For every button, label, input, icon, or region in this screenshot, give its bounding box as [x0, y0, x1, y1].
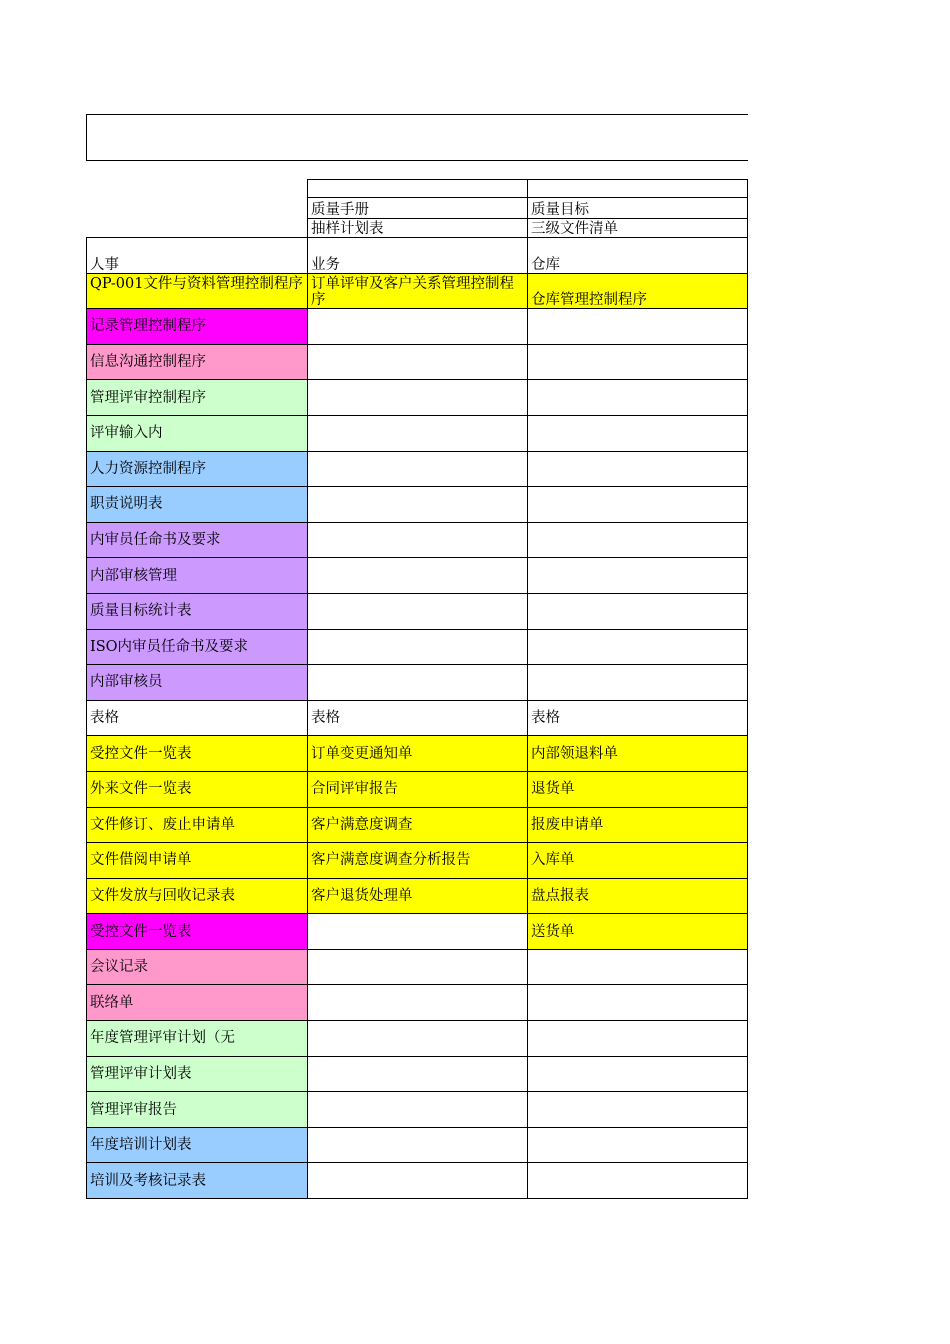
dept-warehouse: 仓库	[528, 238, 748, 274]
empty-cell	[528, 558, 748, 594]
form-cell: 入库单	[528, 843, 748, 879]
empty-cell	[528, 1021, 748, 1057]
procedure-cell: 评审输入内	[87, 415, 308, 451]
procedure-cell: ISO内审员任命书及要求	[87, 629, 308, 665]
header-sampling-plan: 抽样计划表	[308, 219, 528, 238]
form-row	[87, 1056, 748, 1092]
form-cell: 退货单	[528, 771, 748, 807]
form-cell: 文件修订、废止申请单	[87, 807, 308, 843]
empty-cell	[308, 451, 528, 487]
procedure-cell: 内部审核管理	[87, 558, 308, 594]
form-cell: 会议记录	[87, 949, 308, 985]
header-empty-cell	[308, 180, 528, 198]
header-quality-objectives: 质量目标	[528, 198, 748, 219]
empty-cell	[308, 593, 528, 629]
form-row	[87, 985, 748, 1021]
empty-cell	[308, 914, 528, 950]
procedure-row	[87, 344, 748, 380]
procedure-cell: 记录管理控制程序	[87, 309, 308, 345]
empty-cell	[308, 344, 528, 380]
form-cell: 培训及考核记录表	[87, 1163, 308, 1199]
empty-cell	[528, 522, 748, 558]
empty-cell	[308, 1092, 528, 1128]
empty-cell	[528, 1163, 748, 1199]
procedure-row	[87, 415, 748, 451]
procedure-cell: 订单评审及客户关系管理控制程序	[308, 273, 528, 309]
empty-cell	[528, 593, 748, 629]
form-cell: 管理评审计划表	[87, 1056, 308, 1092]
forms-header-cell: 表格	[528, 700, 748, 736]
header-quality-manual: 质量手册	[308, 198, 528, 219]
form-row	[87, 843, 748, 879]
empty-cell	[528, 344, 748, 380]
form-cell: 盘点报表	[528, 878, 748, 914]
form-row	[87, 736, 748, 772]
procedure-row	[87, 309, 748, 345]
header-empty-cell	[528, 180, 748, 198]
empty-cell	[528, 1127, 748, 1163]
empty-cell	[528, 487, 748, 523]
form-cell: 客户满意度调查	[308, 807, 528, 843]
empty-cell	[308, 415, 528, 451]
form-cell: 受控文件一览表	[87, 914, 308, 950]
dept-row	[87, 238, 748, 274]
empty-cell	[528, 380, 748, 416]
form-row	[87, 949, 748, 985]
procedure-cell: 职责说明表	[87, 487, 308, 523]
form-cell: 联络单	[87, 985, 308, 1021]
procedure-cell: 信息沟通控制程序	[87, 344, 308, 380]
empty-cell	[528, 451, 748, 487]
form-cell: 合同评审报告	[308, 771, 528, 807]
procedure-row	[87, 273, 748, 309]
header-row-top	[87, 180, 748, 198]
procedure-cell: 质量目标统计表	[87, 593, 308, 629]
blank-corner-cell	[87, 180, 308, 238]
forms-header-cell: 表格	[308, 700, 528, 736]
form-cell: 年度管理评审计划（无	[87, 1021, 308, 1057]
form-row	[87, 878, 748, 914]
form-cell: 年度培训计划表	[87, 1127, 308, 1163]
empty-cell	[528, 985, 748, 1021]
form-cell: 受控文件一览表	[87, 736, 308, 772]
procedure-row	[87, 380, 748, 416]
empty-cell	[528, 1092, 748, 1128]
empty-cell	[528, 415, 748, 451]
empty-cell	[528, 1056, 748, 1092]
procedure-cell: 人力资源控制程序	[87, 451, 308, 487]
empty-cell	[308, 629, 528, 665]
dept-business: 业务	[308, 238, 528, 274]
empty-cell	[308, 309, 528, 345]
empty-cell	[308, 522, 528, 558]
empty-cell	[308, 558, 528, 594]
form-cell: 订单变更通知单	[308, 736, 528, 772]
empty-cell	[308, 1127, 528, 1163]
procedure-cell: 仓库管理控制程序	[528, 273, 748, 309]
form-row	[87, 771, 748, 807]
procedure-cell: 内部审核员	[87, 665, 308, 701]
title-box	[86, 114, 748, 161]
empty-cell	[308, 1163, 528, 1199]
forms-header-row	[87, 700, 748, 736]
form-cell: 报废申请单	[528, 807, 748, 843]
header-level3-docs: 三级文件清单	[528, 219, 748, 238]
empty-cell	[308, 665, 528, 701]
dept-hr: 人事	[87, 238, 308, 274]
form-row	[87, 1163, 748, 1199]
form-row	[87, 1092, 748, 1128]
empty-cell	[308, 1021, 528, 1057]
form-cell: 送货单	[528, 914, 748, 950]
form-cell: 内部领退料单	[528, 736, 748, 772]
form-cell: 文件借阅申请单	[87, 843, 308, 879]
empty-cell	[308, 1056, 528, 1092]
document-table	[86, 179, 748, 1199]
form-row	[87, 1127, 748, 1163]
procedure-cell: 管理评审控制程序	[87, 380, 308, 416]
empty-cell	[528, 665, 748, 701]
procedure-row	[87, 451, 748, 487]
form-row	[87, 914, 748, 950]
form-row	[87, 1021, 748, 1057]
form-cell: 客户满意度调查分析报告	[308, 843, 528, 879]
form-cell: 文件发放与回收记录表	[87, 878, 308, 914]
empty-cell	[528, 309, 748, 345]
procedure-row	[87, 558, 748, 594]
forms-header-cell: 表格	[87, 700, 308, 736]
procedure-cell: 内审员任命书及要求	[87, 522, 308, 558]
procedure-row	[87, 665, 748, 701]
procedure-row	[87, 522, 748, 558]
form-cell: 管理评审报告	[87, 1092, 308, 1128]
procedure-row	[87, 629, 748, 665]
procedure-row	[87, 487, 748, 523]
form-cell: 客户退货处理单	[308, 878, 528, 914]
empty-cell	[308, 949, 528, 985]
procedure-cell: QP-001文件与资料管理控制程序	[87, 273, 308, 309]
empty-cell	[308, 487, 528, 523]
empty-cell	[528, 629, 748, 665]
empty-cell	[308, 985, 528, 1021]
procedure-row	[87, 593, 748, 629]
form-row	[87, 807, 748, 843]
form-cell: 外来文件一览表	[87, 771, 308, 807]
empty-cell	[308, 380, 528, 416]
empty-cell	[528, 949, 748, 985]
